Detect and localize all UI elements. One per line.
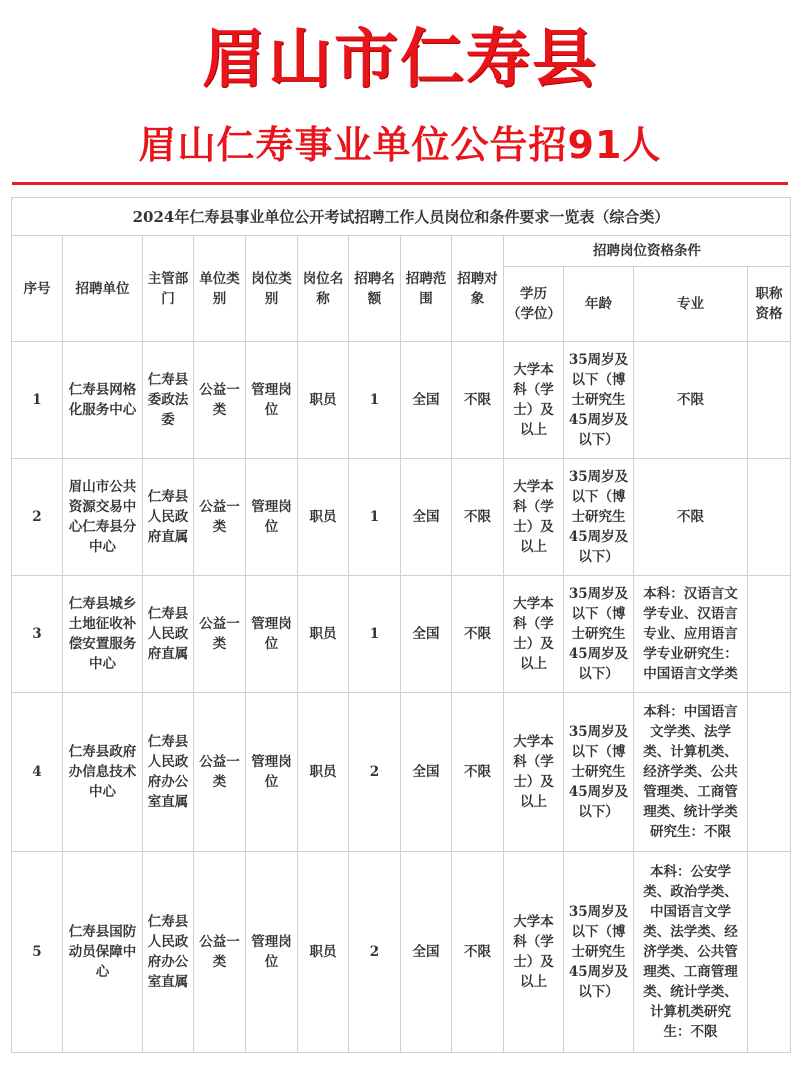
col-header-major: 专业	[634, 267, 748, 342]
col-header-target: 招聘对象	[452, 236, 504, 342]
cell-post-name: 职员	[298, 852, 349, 1053]
table-row	[12, 852, 791, 1053]
cell-post-type: 管理岗位	[246, 852, 298, 1053]
col-header-quota: 招聘名额	[349, 236, 401, 342]
cell-post-name: 职员	[298, 342, 349, 459]
cell-target: 不限	[452, 852, 504, 1053]
cell-title-qual	[748, 576, 791, 693]
cell-dept: 仁寿县人民政府直属	[143, 576, 194, 693]
col-header-scope: 招聘范围	[401, 236, 452, 342]
cell-quota: 2	[349, 693, 401, 852]
cell-target: 不限	[452, 459, 504, 576]
cell-dept: 仁寿县人民政府办公室直属	[143, 852, 194, 1053]
cell-unit: 眉山市公共资源交易中心仁寿县分中心	[63, 459, 143, 576]
cell-post-name: 职员	[298, 459, 349, 576]
cell-scope: 全国	[401, 693, 452, 852]
cell-major: 本科：中国语言文学类、法学类、计算机类、经济学类、公共管理类、工商管理类、统计学类研究生：不限	[634, 693, 748, 852]
cell-age: 35周岁及以下（博士研究生45周岁及以下）	[564, 342, 634, 459]
table-row	[12, 459, 791, 576]
table-title: 2024年仁寿县事业单位公开考试招聘工作人员岗位和条件要求一览表（综合类）	[12, 198, 791, 236]
cell-seq: 1	[12, 342, 63, 459]
cell-dept: 仁寿县人民政府直属	[143, 459, 194, 576]
cell-age: 35周岁及以下（博士研究生45周岁及以下）	[564, 459, 634, 576]
cell-quota: 1	[349, 459, 401, 576]
cell-quota: 1	[349, 342, 401, 459]
cell-scope: 全国	[401, 459, 452, 576]
cell-seq: 3	[12, 576, 63, 693]
cell-scope: 全国	[401, 342, 452, 459]
cell-age: 35周岁及以下（博士研究生45周岁及以下）	[564, 576, 634, 693]
cell-post-type: 管理岗位	[246, 693, 298, 852]
cell-title-qual	[748, 693, 791, 852]
headline-subtitle: 眉山仁寿事业单位公告招91人	[138, 123, 662, 167]
cell-title-qual	[748, 852, 791, 1053]
cell-major: 不限	[634, 459, 748, 576]
red-divider	[12, 182, 788, 185]
cell-dept: 仁寿县人民政府办公室直属	[143, 693, 194, 852]
cell-unit-type: 公益一类	[194, 576, 246, 693]
cell-seq: 5	[12, 852, 63, 1053]
cell-quota: 1	[349, 576, 401, 693]
cell-scope: 全国	[401, 852, 452, 1053]
cell-post-name: 职员	[298, 576, 349, 693]
cell-unit: 仁寿县网格化服务中心	[63, 342, 143, 459]
cell-education: 大学本科（学士）及以上	[504, 576, 564, 693]
cell-title-qual	[748, 459, 791, 576]
cell-seq: 2	[12, 459, 63, 576]
recruitment-table-container	[11, 197, 790, 1053]
cell-unit-type: 公益一类	[194, 852, 246, 1053]
cell-unit: 仁寿县政府办信息技术中心	[63, 693, 143, 852]
table-row	[12, 342, 791, 459]
col-header-post-type: 岗位类别	[246, 236, 298, 342]
cell-education: 大学本科（学士）及以上	[504, 342, 564, 459]
col-header-unit: 招聘单位	[63, 236, 143, 342]
cell-major: 本科：公安学类、政治学类、中国语言文学类、法学类、经济学类、公共管理类、工商管理类、统计学类、计算机类研究生：不限	[634, 852, 748, 1053]
col-group-header-qualifications: 招聘岗位资格条件	[504, 236, 791, 267]
cell-scope: 全国	[401, 576, 452, 693]
col-header-education: 学历（学位）	[504, 267, 564, 342]
cell-title-qual	[748, 342, 791, 459]
cell-dept: 仁寿县委政法委	[143, 342, 194, 459]
cell-target: 不限	[452, 576, 504, 693]
cell-post-name: 职员	[298, 693, 349, 852]
cell-unit: 仁寿县城乡土地征收补偿安置服务中心	[63, 576, 143, 693]
cell-unit-type: 公益一类	[194, 342, 246, 459]
cell-unit: 仁寿县国防动员保障中心	[63, 852, 143, 1053]
col-header-seq: 序号	[12, 236, 63, 342]
table-row	[12, 576, 791, 693]
cell-education: 大学本科（学士）及以上	[504, 852, 564, 1053]
col-header-dept: 主管部门	[143, 236, 194, 342]
cell-unit-type: 公益一类	[194, 693, 246, 852]
cell-education: 大学本科（学士）及以上	[504, 459, 564, 576]
col-header-age: 年龄	[564, 267, 634, 342]
cell-post-type: 管理岗位	[246, 576, 298, 693]
col-header-title-qual: 职称资格	[748, 267, 791, 342]
cell-target: 不限	[452, 693, 504, 852]
cell-post-type: 管理岗位	[246, 342, 298, 459]
cell-education: 大学本科（学士）及以上	[504, 693, 564, 852]
cell-major: 本科：汉语言文学专业、汉语言专业、应用语言学专业研究生：中国语言文学类	[634, 576, 748, 693]
col-header-unit-type: 单位类别	[194, 236, 246, 342]
cell-target: 不限	[452, 342, 504, 459]
recruitment-table	[11, 197, 791, 1053]
table-row	[12, 693, 791, 852]
cell-age: 35周岁及以下（博士研究生45周岁及以下）	[564, 693, 634, 852]
cell-quota: 2	[349, 852, 401, 1053]
col-header-post-name: 岗位名称	[298, 236, 349, 342]
cell-seq: 4	[12, 693, 63, 852]
cell-post-type: 管理岗位	[246, 459, 298, 576]
cell-age: 35周岁及以下（博士研究生45周岁及以下）	[564, 852, 634, 1053]
cell-unit-type: 公益一类	[194, 459, 246, 576]
cell-major: 不限	[634, 342, 748, 459]
headline-title: 眉山市仁寿县	[202, 23, 598, 97]
